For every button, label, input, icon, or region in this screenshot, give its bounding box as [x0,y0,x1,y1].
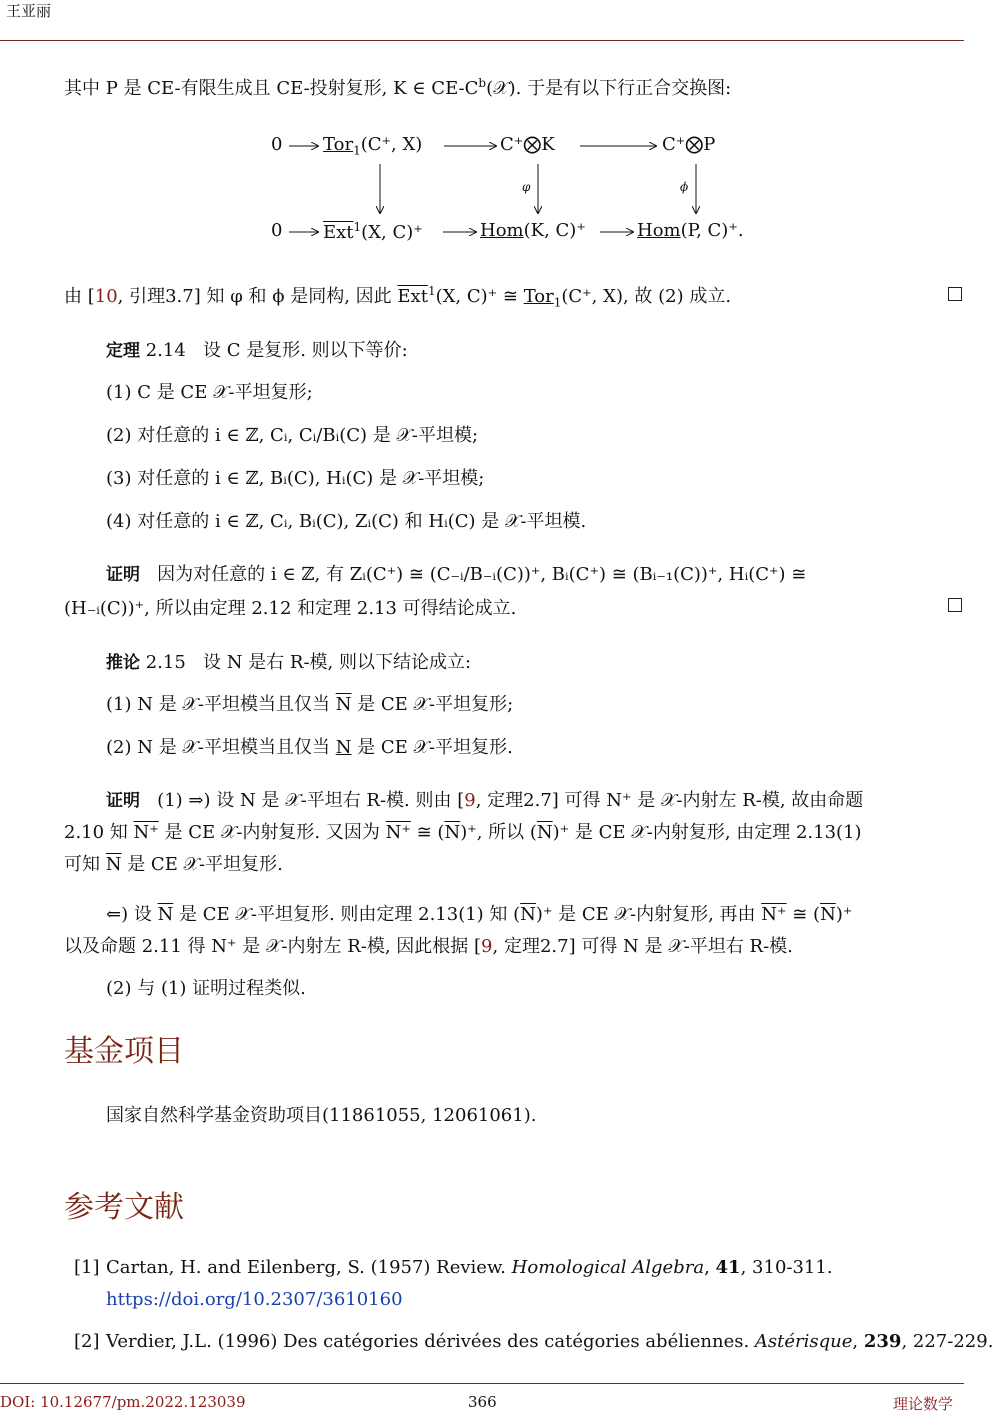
proof2-line5: 以及命题 2.11 得 N⁺ 是 𝒳-内射左 R-模, 因此根据 [9, 定理2.7] 可得 N 是 𝒳-平坦右 R-模. [64,936,793,957]
citation-link[interactable]: 9 [481,936,493,957]
footer-rule [0,1383,964,1384]
corollary-heading: 推论 2.15 设 N 是右 R-模, 则以下结论成立: [106,652,472,673]
proof2-line6: (2) 与 (1) 证明过程类似. [106,978,306,999]
conclusion-line: 由 [10, 引理3.7] 知 φ 和 ϕ 是同构, 因此 $\overline{Ext}^1(X$, C)⁺ ≅ Tor$_1$(C⁺, X), 故 (2) 成立. [64,284,732,310]
corollary-item-1: (1) N 是 𝒳-平坦模当且仅当 $\overline{N}$ 是 CE 𝒳-平坦复形; [106,694,514,715]
theorem-item-4: (4) 对任意的 i ∈ ℤ, Cᵢ, Bᵢ(C), Zᵢ(C) 和 Hᵢ(C) 是 𝒳-平坦模. [106,511,587,532]
diagram-top-tensor-p: C⁺⨂P [662,134,716,155]
diagram-top-tor: Tor$_1$(C⁺, X) [323,134,423,158]
citation-link[interactable]: 10 [94,286,118,307]
diagram-label-phi1: φ [522,180,531,194]
footer-doi-link[interactable]: DOI: 10.12677/pm.2022.123039 [0,1393,246,1411]
funding-text: 国家自然科学基金资助项目(11861055, 12061061). [106,1105,537,1126]
footer-journal-name: 理论数学 [893,1395,954,1413]
proof2-line2: 2.10 知 N⁺ 是 CE 𝒳-内射复形. 又因为 N⁺ ≅ $(\overline{N})^+$, 所以 $(\overline{N})^+$ 是 CE 𝒳-内射复形, 由定理 2.13(1) [64,822,862,843]
citation-link[interactable]: 9 [464,790,476,811]
theorem-item-2: (2) 对任意的 i ∈ ℤ, Cᵢ, Cᵢ/Bᵢ(C) 是 𝒳-平坦模; [106,425,479,446]
diagram-top-tensor-k: C⁺⨂K [500,134,555,155]
diagram-arrows [0,0,964,260]
reference-url-link[interactable]: https://doi.org/10.2307/3610160 [106,1289,403,1310]
theorem-heading: 定理 2.14 设 C 是复形. 则以下等价: [106,340,408,361]
proof1-line2: (H₋ᵢ(C))⁺, 所以由定理 2.12 和定理 2.13 可得结论成立. [64,598,517,619]
qed-square [948,287,962,301]
reference-entry: Cartan, H. and Eilenberg, S. (1957) Review. Homological Algebra, 41, 310-311. [106,1257,833,1278]
footer-page-number: 366 [468,1393,497,1411]
intro-paragraph: 其中 P 是 CE-有限生成且 CE-投射复形, K ∈ $CE-C^b(𝒳)$. 于是有以下行正合交换图: [64,76,732,99]
diagram-label-phi2: ϕ [680,180,689,194]
proof1-line1: 证明 因为对任意的 i ∈ ℤ, 有 Zᵢ(C⁺) ≅ (C₋ᵢ/B₋ᵢ(C))⁺, Bᵢ(C⁺) ≅ (Bᵢ₋₁(C))⁺, Hᵢ(C⁺) ≅ [106,564,807,585]
proof2-line1: 证明 (1) ⇒) 设 N 是 𝒳-平坦右 R-模. 则由 [9, 定理2.7] 可得 N⁺ 是 𝒳-内射左 R-模, 故由命题 [106,790,864,811]
section-title-references: 参考文献 [64,1190,184,1225]
diagram-bottom-hom-k: Hom(K, C)⁺ [480,220,586,241]
reference-number: [2] [74,1331,100,1352]
theorem-item-1: (1) C 是 CE 𝒳-平坦复形; [106,382,313,403]
proof2-line3: 可知 $\overline{N}$ 是 CE 𝒳-平坦复形. [64,854,283,875]
reference-entry: Verdier, J.L. (1996) Des catégories dérivées des catégories abéliennes. Astérisque, 239, 227-229. [106,1331,993,1352]
proof2-line4: ⇐) 设 $\overline{N}$ 是 CE 𝒳-平坦复形. 则由定理 2.13(1) 知 $(\overline{N})^+$ 是 CE 𝒳-内射复形, 再由 N⁺ ≅ $(\overline{N})^+$ [106,904,853,925]
diagram-bottom-ext: $\overline{Ext}^1(X$, C)⁺ [323,220,423,243]
qed-square [948,598,962,612]
reference-number: [1] [74,1257,100,1278]
diagram-top-zero: 0 [271,134,283,155]
diagram-bottom-zero: 0 [271,220,283,241]
section-title-funding: 基金项目 [64,1034,184,1069]
corollary-item-2: (2) N 是 𝒳-平坦模当且仅当 N 是 CE 𝒳-平坦复形. [106,737,513,758]
running-header-author: 王亚丽 [6,2,52,20]
theorem-item-3: (3) 对任意的 i ∈ ℤ, Bᵢ(C), Hᵢ(C) 是 𝒳-平坦模; [106,468,485,489]
diagram-bottom-hom-p: Hom(P, C)⁺. [637,220,744,241]
